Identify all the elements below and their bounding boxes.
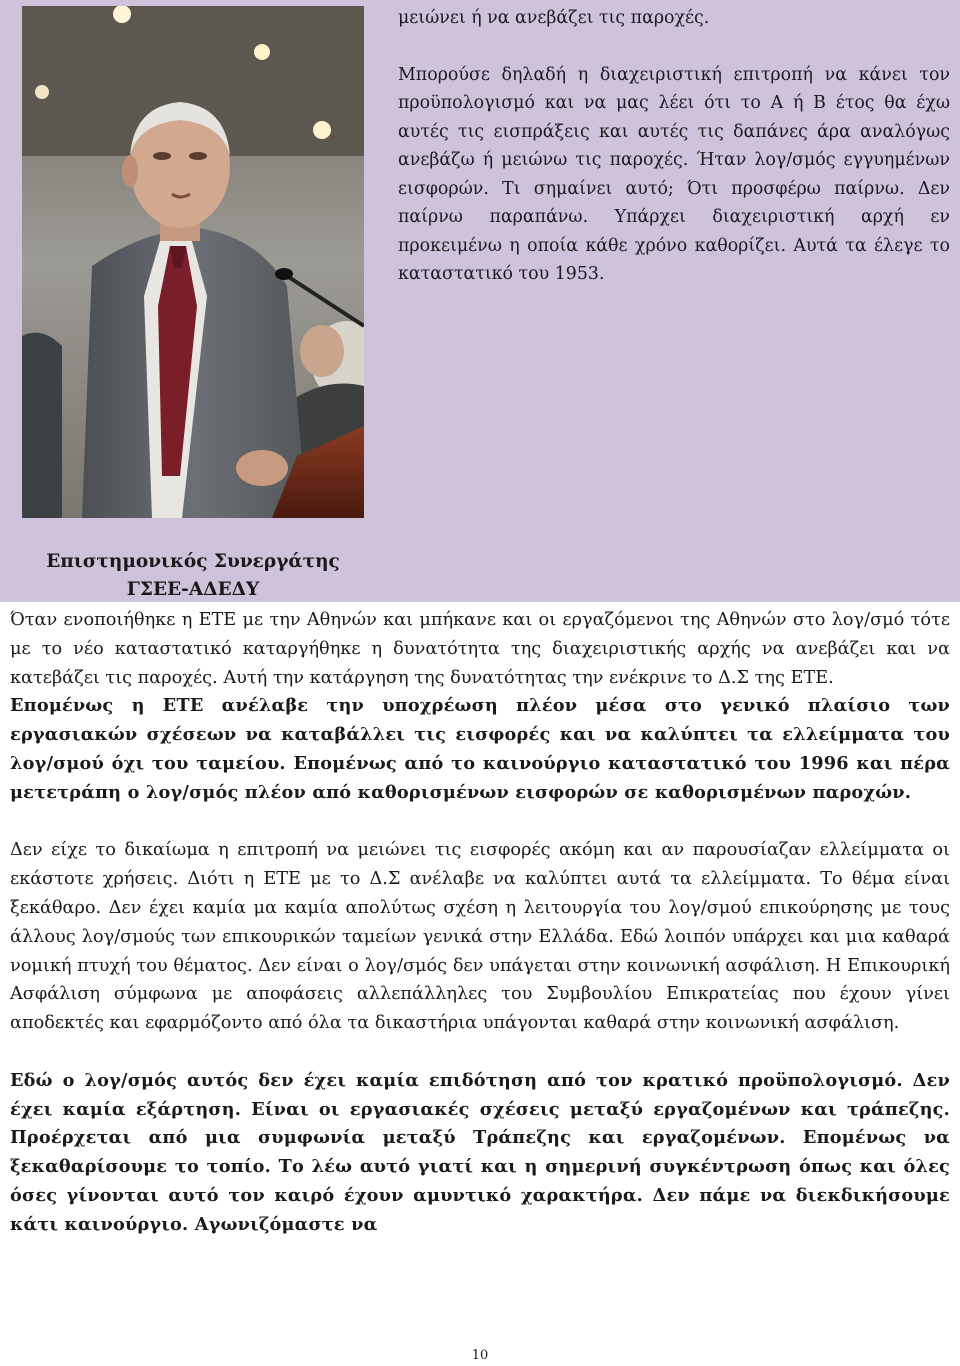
caption-title: Επιστημονικός Συνεργάτης	[46, 551, 340, 572]
body-paragraph: Όταν ενοποιήθηκε η ΕΤΕ με την Αθηνών και μπήκανε και οι εργαζόμενοι της Αθηνών στο λογ/σμό τότε με το νέο καταστατικό καταργήθηκε η δυνατότητα της διαχειριστικής αρχής να ανεβάζει και να κατεβάζει τις παροχές. Αυτή την κατάργηση της δυνατότητας την ενέκρινε το Δ.Σ της ΕΤΕ.	[10, 610, 950, 688]
body-paragraph: Δεν είχε το δικαίωμα η επιτροπή να μειώνει τις εισφορές ακόμη και αν παρουσίαζαν ελλείμματα οι εκάστοτε χρήσεις. Διότι η ΕΤΕ με το Δ.Σ ανέλαβε να καλύπτει αυτά τα ελλείμματα. Το θέμα είναι ξεκάθαρο. Δεν έχει καμία μα καμία απολύτως σχέση η λειτουργία του λογ/σμού επικούρησης με τους άλλους λογ/σμούς των επικουρικών ταμείων γενικά στην Ελλάδα. Εδώ λοιπόν υπάρχει και μια καθαρά νομική πτυχή του θέματος. Δεν είναι ο λογ/σμός δεν υπάγεται στην κοινωνική ασφάλιση. Η Επικουρική Ασφάλιση σύμφωνα με αποφάσεις αλλεπάλληλες του Συμβουλίου Επικρατείας που έχουν γίνει αποδεκτές και εφαρμόζοντο από όλα τα δικαστήρια υπάγονται καθαρά στην κοινωνική ασφάλιση.	[10, 840, 950, 1034]
side-paragraph: Μπορούσε δηλαδή η διαχειριστική επιτροπή να κάνει τον προϋπολογισμό και να μας λέει ότι το Α ή Β έτος θα έχω αυτές τις εισπράξεις και αυτές τις δαπάνες άρα αναλόγως ανεβάζω ή μειώνω τις παροχές. Ήταν λογ/σμός εγγυημένων εισφορών. Τι σημαίνει αυτό; Ότι προσφέρω παίρνω. Δεν παίρνω παραπάνω. Υπάρχει διαχειριστική αρχή εν προκειμένω η οποία κάθε χρόνο καθορίζει. Αυτά τα έλεγε το καταστατικό του 1953.	[398, 64, 950, 284]
page-number: 10	[471, 1348, 489, 1363]
side-paragraph: μειώνει ή να ανεβάζει τις παροχές.	[398, 8, 710, 28]
body-paragraph-bold: Εδώ ο λογ/σμός αυτός δεν έχει καμία επιδότηση από τον κρατικό προϋπολογισμό. Δεν έχει καμία εξάρτηση. Είναι οι εργασιακές σχέσεις μεταξύ εργαζομένων και τράπεζης. Προέρχεται από μια συμφωνία μεταξύ Τράπεζης και εργαζομένων. Επομένως να ξεκαθαρίσουμε το τοπίο. Το λέω αυτό γιατί και η σημερινή συγκέντρωση όπως και όλες όσες γίνονται αυτό τον καιρό έχουν αμυντικό χαρακτήρα. Δεν πάμε να διεκδικήσουμε κάτι καινούργιο. Αγωνιζόμαστε να	[10, 1069, 950, 1235]
speaker-photo	[22, 6, 364, 518]
photo-caption	[22, 548, 364, 604]
main-body	[10, 606, 950, 1240]
caption-organization: ΓΣΕΕ-ΑΔΕΔΥ	[126, 579, 260, 600]
body-paragraph-bold: Επομένως η ΕΤΕ ανέλαβε την υποχρέωση πλέον μέσα στο γενικό πλαίσιο των εργασιακών σχέσεων να καταβάλλει τις εισφορές και να καλύπτει τα ελλείμματα του λογ/σμού όχι του ταμείου. Επομένως από το καινούργιο καταστατικό του 1996 και πέρα μετετράπη ο λογ/σμός πλέον από καθορισμένων εισφορών σε καθορισμένων παροχών.	[10, 695, 950, 803]
side-column	[398, 4, 950, 289]
